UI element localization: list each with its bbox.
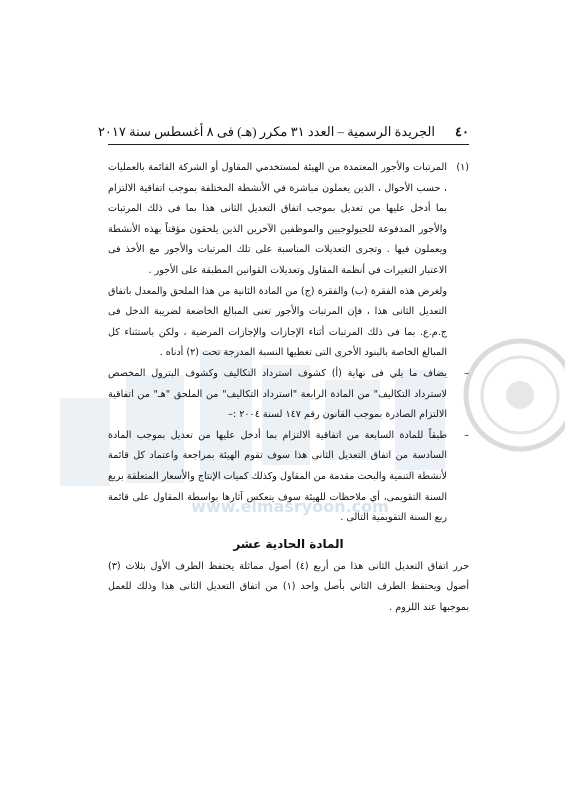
gazette-title: الجريدة الرسمية – العدد ٣١ مكرر (هـ) فى ٨ أغسطس سنة ٢٠١٧ xyxy=(97,124,435,139)
document-body xyxy=(108,158,469,618)
watermark-seal xyxy=(466,341,565,449)
item-marker: – xyxy=(464,367,469,379)
paragraph: المرتبات والأجور المعتمدة من الهيئة لمستخدمي المقاول أو الشركة القائمة بالعمليات ، حسب الأحوال ، الذين يعملون مباشرة في الأنشطة المختلفة بموجب اتفاقية الالتزام بما أدخل عليها من تعديل بموجب اتفاق التعديل الثانى هذا بما فى ذلك المرتبات والأجور المدفوعة للجيولوجيين والموظفين الآخرين الذين يلحقون مؤقتاً بهذه الأنشطة ويعملون فيها . وتجرى التعديلات المناسبة على تلك المرتبات والأجور مع الأخذ فى الاعتبار التغيرات في أنظمة المقاول وتعديلات القوانين المطبقة على الأجور . xyxy=(108,162,447,276)
paragraph: طبقاً للمادة السابعة من اتفاقية الالتزام بما أدخل عليها من تعديل بموجب المادة السادسة من اتفاق التعديل الثانى هذا سوف تقوم الهيئة بمراجعة واعتماد كل قائمة لأنشطة التنمية والبحث مقدمة من المقاول وكذلك كميات الإنتاج والأسعار المتعلقة بربع السنة التقويمى، أي ملاحظات للهيئة سوف ينعكس آثارها بواسطة المقاول على قائمة ربع السنة التقويمية التالى . xyxy=(108,429,447,524)
item-marker: – xyxy=(464,429,469,441)
page-header xyxy=(97,122,469,145)
list-item xyxy=(108,158,469,364)
closing-paragraph: حرر اتفاق التعديل الثانى هذا من أربع (٤) أصول مماثلة يحتفظ الطرف الأول بثلاث (٣) أصول ويحتفظ الطرف الثاني بأصل واحد (١) من اتفاق التعديل الثانى هذا وذلك للعمل بموجبها عند اللزوم . xyxy=(108,560,469,613)
page-number: ٤٠ xyxy=(455,124,469,139)
article-heading: المادة الحادية عشر xyxy=(233,536,344,551)
watermark-site: www.elmasryoon.com xyxy=(191,497,389,516)
item-marker: (١) xyxy=(456,162,469,173)
paragraph: ولغرض هذه الفقرة (ب) والفقرة (ج) من المادة الثانية من هذا الملحق والمعدل باتفاق التعديل الثانى هذا ، فإن المرتبات والأجور تعنى المبالغ الخاضعة لضريبة الدخل فى ج.م.ع. بما فى ذلك المرتبات أثناء الإجازات والإجازات المرضية ، ولكن باستثناء كل المبالغ الخاصة بالبنود الأخرى التى تغطيها النسبة المدرجة تحت (٢) أدناه . xyxy=(108,285,447,359)
paragraph: يضاف ما يلي فى نهاية (أ) كشوف استرداد التكاليف وكشوف البترول المخصص لاسترداد التكاليف" من المادة الرابعة "استرداد التكاليف" من الملحق "هـ" من اتفاقية الالتزام الصادرة بموجب القانون رقم ١٤٧ لسنة ٢٠٠٤ :– xyxy=(108,367,447,421)
list-item xyxy=(108,364,469,426)
list-item xyxy=(108,426,469,529)
